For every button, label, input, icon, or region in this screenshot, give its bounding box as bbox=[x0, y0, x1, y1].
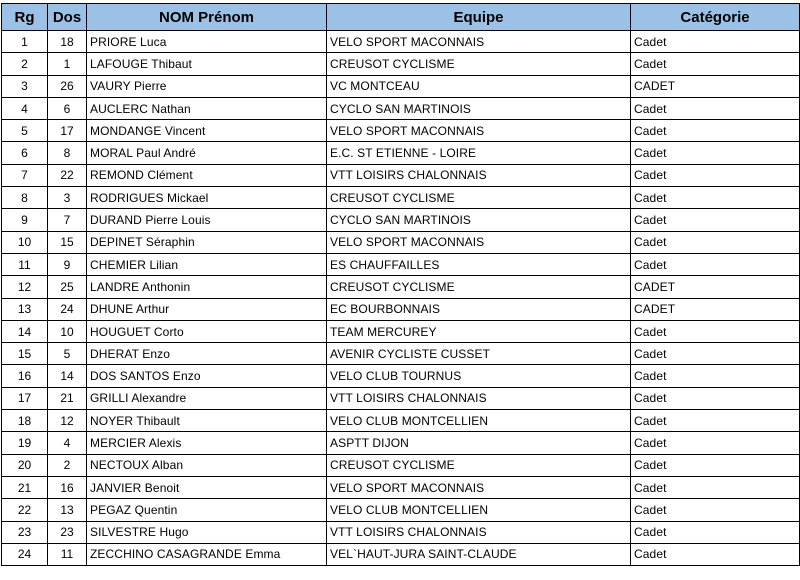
table-row bbox=[2, 320, 800, 342]
cell-category: Cadet bbox=[631, 53, 800, 75]
cell-rank: 8 bbox=[2, 187, 48, 209]
cell-rank: 20 bbox=[2, 454, 48, 476]
cell-rank: 7 bbox=[2, 164, 48, 186]
table-row bbox=[2, 142, 800, 164]
cell-category: Cadet bbox=[631, 365, 800, 387]
cell-category: Cadet bbox=[631, 499, 800, 521]
cell-name: DURAND Pierre Louis bbox=[87, 209, 327, 231]
cell-rank: 17 bbox=[2, 387, 48, 409]
cell-team: VELO SPORT MACONNAIS bbox=[327, 476, 631, 498]
cell-team: ASPTT DIJON bbox=[327, 432, 631, 454]
cell-team: CREUSOT CYCLISME bbox=[327, 276, 631, 298]
cell-name: DHUNE Arthur bbox=[87, 298, 327, 320]
cell-team: E.C. ST ETIENNE - LOIRE bbox=[327, 142, 631, 164]
table-row bbox=[2, 187, 800, 209]
cell-category: Cadet bbox=[631, 387, 800, 409]
table-row bbox=[2, 387, 800, 409]
cell-rank: 13 bbox=[2, 298, 48, 320]
table-row bbox=[2, 365, 800, 387]
cell-team: VELO SPORT MACONNAIS bbox=[327, 31, 631, 53]
cell-category: Cadet bbox=[631, 432, 800, 454]
cell-bib: 2 bbox=[48, 454, 87, 476]
cell-bib: 6 bbox=[48, 97, 87, 119]
cell-category: CADET bbox=[631, 298, 800, 320]
cell-category: Cadet bbox=[631, 320, 800, 342]
cell-rank: 4 bbox=[2, 97, 48, 119]
cell-name: MORAL Paul André bbox=[87, 142, 327, 164]
cell-bib: 3 bbox=[48, 187, 87, 209]
cell-team: CREUSOT CYCLISME bbox=[327, 454, 631, 476]
cell-team: VELO CLUB MONTCELLIEN bbox=[327, 499, 631, 521]
cell-name: LAFOUGE Thibaut bbox=[87, 53, 327, 75]
cell-bib: 8 bbox=[48, 142, 87, 164]
table-row bbox=[2, 120, 800, 142]
cell-name: GRILLI Alexandre bbox=[87, 387, 327, 409]
cell-bib: 9 bbox=[48, 253, 87, 275]
cell-rank: 21 bbox=[2, 476, 48, 498]
cell-team: CYCLO SAN MARTINOIS bbox=[327, 97, 631, 119]
cell-name: DHERAT Enzo bbox=[87, 343, 327, 365]
cell-name: MONDANGE Vincent bbox=[87, 120, 327, 142]
cell-category: Cadet bbox=[631, 97, 800, 119]
table-row bbox=[2, 164, 800, 186]
table-row bbox=[2, 276, 800, 298]
table-row bbox=[2, 521, 800, 543]
cell-team: VELO CLUB MONTCELLIEN bbox=[327, 410, 631, 432]
cell-rank: 19 bbox=[2, 432, 48, 454]
cell-category: Cadet bbox=[631, 543, 800, 565]
table-row bbox=[2, 75, 800, 97]
header-name: NOM Prénom bbox=[87, 4, 327, 31]
cell-name: DOS SANTOS Enzo bbox=[87, 365, 327, 387]
cell-category: CADET bbox=[631, 75, 800, 97]
cell-bib: 18 bbox=[48, 31, 87, 53]
table-row bbox=[2, 97, 800, 119]
cell-rank: 2 bbox=[2, 53, 48, 75]
cell-rank: 15 bbox=[2, 343, 48, 365]
cell-rank: 24 bbox=[2, 543, 48, 565]
table-row bbox=[2, 454, 800, 476]
cell-name: HOUGUET Corto bbox=[87, 320, 327, 342]
cell-category: CADET bbox=[631, 276, 800, 298]
cell-team: ES CHAUFFAILLES bbox=[327, 253, 631, 275]
cell-name: JANVIER Benoit bbox=[87, 476, 327, 498]
cell-category: Cadet bbox=[631, 31, 800, 53]
cell-bib: 26 bbox=[48, 75, 87, 97]
cell-name: CHEMIER Lilian bbox=[87, 253, 327, 275]
cell-team: VTT LOISIRS CHALONNAIS bbox=[327, 521, 631, 543]
cell-category: Cadet bbox=[631, 343, 800, 365]
cell-bib: 14 bbox=[48, 365, 87, 387]
cell-team: VELO CLUB TOURNUS bbox=[327, 365, 631, 387]
cell-team: AVENIR CYCLISTE CUSSET bbox=[327, 343, 631, 365]
cell-bib: 21 bbox=[48, 387, 87, 409]
cell-name: ZECCHINO CASAGRANDE Emma bbox=[87, 543, 327, 565]
cell-rank: 1 bbox=[2, 31, 48, 53]
cell-bib: 24 bbox=[48, 298, 87, 320]
results-table bbox=[1, 3, 800, 566]
cell-team: VEL`HAUT-JURA SAINT-CLAUDE bbox=[327, 543, 631, 565]
cell-name: LANDRE Anthonin bbox=[87, 276, 327, 298]
cell-team: CYCLO SAN MARTINOIS bbox=[327, 209, 631, 231]
cell-category: Cadet bbox=[631, 231, 800, 253]
cell-rank: 6 bbox=[2, 142, 48, 164]
cell-bib: 15 bbox=[48, 231, 87, 253]
cell-rank: 16 bbox=[2, 365, 48, 387]
cell-name: RODRIGUES Mickael bbox=[87, 187, 327, 209]
table-row bbox=[2, 343, 800, 365]
cell-name: PEGAZ Quentin bbox=[87, 499, 327, 521]
cell-rank: 10 bbox=[2, 231, 48, 253]
table-row bbox=[2, 410, 800, 432]
cell-name: NOYER Thibault bbox=[87, 410, 327, 432]
cell-bib: 22 bbox=[48, 164, 87, 186]
cell-bib: 7 bbox=[48, 209, 87, 231]
cell-name: AUCLERC Nathan bbox=[87, 97, 327, 119]
cell-team: CREUSOT CYCLISME bbox=[327, 53, 631, 75]
cell-rank: 22 bbox=[2, 499, 48, 521]
cell-name: MERCIER Alexis bbox=[87, 432, 327, 454]
cell-bib: 4 bbox=[48, 432, 87, 454]
cell-team: VTT LOISIRS CHALONNAIS bbox=[327, 164, 631, 186]
cell-bib: 13 bbox=[48, 499, 87, 521]
cell-bib: 23 bbox=[48, 521, 87, 543]
cell-category: Cadet bbox=[631, 120, 800, 142]
cell-category: Cadet bbox=[631, 410, 800, 432]
header-row bbox=[2, 4, 800, 31]
table-row bbox=[2, 543, 800, 565]
cell-rank: 9 bbox=[2, 209, 48, 231]
cell-bib: 17 bbox=[48, 120, 87, 142]
cell-category: Cadet bbox=[631, 253, 800, 275]
cell-name: PRIORE Luca bbox=[87, 31, 327, 53]
cell-bib: 25 bbox=[48, 276, 87, 298]
header-category: Catégorie bbox=[631, 4, 800, 31]
cell-bib: 16 bbox=[48, 476, 87, 498]
table-row bbox=[2, 31, 800, 53]
cell-rank: 5 bbox=[2, 120, 48, 142]
cell-bib: 12 bbox=[48, 410, 87, 432]
cell-rank: 11 bbox=[2, 253, 48, 275]
cell-category: Cadet bbox=[631, 476, 800, 498]
header-rank: Rg bbox=[2, 4, 48, 31]
cell-category: Cadet bbox=[631, 521, 800, 543]
cell-category: Cadet bbox=[631, 142, 800, 164]
table-row bbox=[2, 209, 800, 231]
cell-rank: 14 bbox=[2, 320, 48, 342]
cell-category: Cadet bbox=[631, 209, 800, 231]
table-row bbox=[2, 298, 800, 320]
cell-name: DEPINET Séraphin bbox=[87, 231, 327, 253]
cell-team: VELO SPORT MACONNAIS bbox=[327, 120, 631, 142]
table-row bbox=[2, 231, 800, 253]
cell-team: VC MONTCEAU bbox=[327, 75, 631, 97]
cell-rank: 3 bbox=[2, 75, 48, 97]
cell-rank: 23 bbox=[2, 521, 48, 543]
cell-team: CREUSOT CYCLISME bbox=[327, 187, 631, 209]
cell-name: REMOND Clément bbox=[87, 164, 327, 186]
cell-name: VAURY Pierre bbox=[87, 75, 327, 97]
cell-name: NECTOUX Alban bbox=[87, 454, 327, 476]
cell-team: VTT LOISIRS CHALONNAIS bbox=[327, 387, 631, 409]
cell-bib: 10 bbox=[48, 320, 87, 342]
table-row bbox=[2, 499, 800, 521]
cell-team: EC BOURBONNAIS bbox=[327, 298, 631, 320]
header-team: Equipe bbox=[327, 4, 631, 31]
header-bib: Dos bbox=[48, 4, 87, 31]
cell-category: Cadet bbox=[631, 164, 800, 186]
table-row bbox=[2, 432, 800, 454]
cell-bib: 1 bbox=[48, 53, 87, 75]
cell-team: TEAM MERCUREY bbox=[327, 320, 631, 342]
table-row bbox=[2, 253, 800, 275]
cell-team: VELO SPORT MACONNAIS bbox=[327, 231, 631, 253]
table-row bbox=[2, 476, 800, 498]
cell-bib: 11 bbox=[48, 543, 87, 565]
cell-rank: 12 bbox=[2, 276, 48, 298]
cell-rank: 18 bbox=[2, 410, 48, 432]
cell-name: SILVESTRE Hugo bbox=[87, 521, 327, 543]
cell-category: Cadet bbox=[631, 454, 800, 476]
cell-category: Cadet bbox=[631, 187, 800, 209]
table-row bbox=[2, 53, 800, 75]
cell-bib: 5 bbox=[48, 343, 87, 365]
